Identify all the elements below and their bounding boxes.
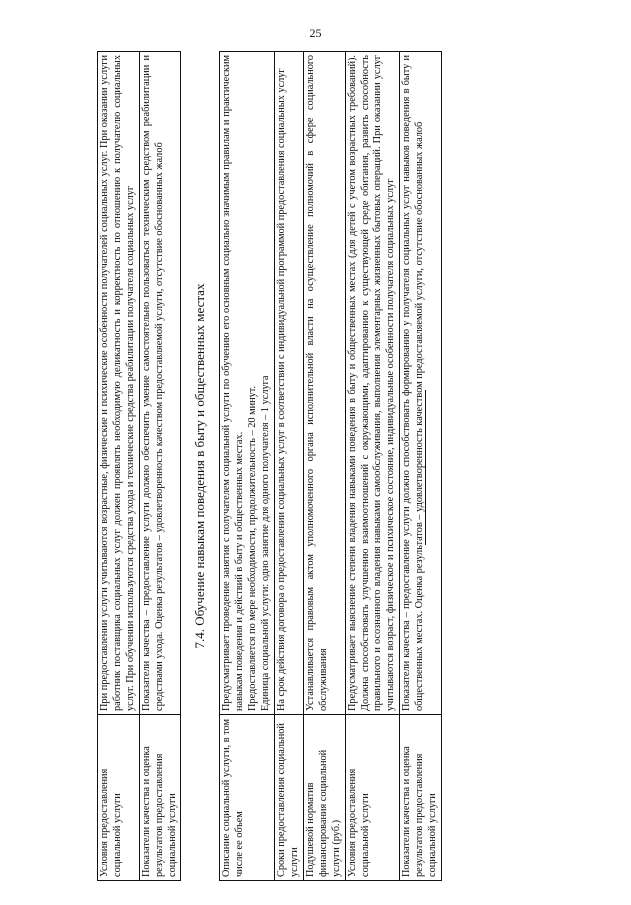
- table-row: [220, 52, 275, 881]
- row-text: [400, 52, 442, 715]
- row-label: Условия предоставления социальной услуги: [345, 715, 400, 881]
- table-row: [98, 52, 140, 881]
- text-line: Предоставляется по мере необходимости, продолжительность – 20 минут.: [247, 385, 259, 711]
- row-label: Сроки предоставления социальной услуги: [275, 715, 304, 881]
- row-text: [275, 52, 304, 715]
- landscape-block: [97, 51, 552, 881]
- top-table: [97, 51, 181, 881]
- text-line: Показатели качества – предоставление услуги должно способствовать формированию у получателя социальных услуг навыков поведения в быту и общественных местах. Оценка результатов – удовлетворенность качеством предоставляемой услуги, отсутствие обоснованных жалоб: [401, 55, 426, 711]
- text-line: Устанавливается правовым актом уполномоченного органа исполнительной власти на осуществление полномочий в сфере социального обслуживания: [304, 55, 329, 711]
- rotated-content: [97, 51, 552, 881]
- table-row: [345, 52, 400, 881]
- row-label: Показатели качества и оценка результатов предоставления социальной услуги: [400, 715, 442, 881]
- section-title: 7.4. Обучение навыкам поведения в быту и общественных местах: [192, 283, 208, 649]
- row-label: Подушевой норматив финансирования социальной услуги (руб.): [303, 715, 345, 881]
- row-text: Показатели качества – предоставление услуги должно обеспечить умение самостоятельно пользоваться техническим средством реабилитации и средствами ухода. Оценка результатов – удовлетворенность качеством предоставляемой услуги, отсутствие обоснованных жалоб: [139, 52, 181, 715]
- text-line: Предусматривает проведение занятия с получателем социальной услуги по обучению его основным социально значимым правилам и практическим навыкам поведения и действий в быту и общественных местах.: [221, 55, 246, 711]
- row-text: [220, 52, 275, 715]
- text-line: На срок действия договора о предоставлении социальных услуг в соответствии с индивидуальной программой предоставления социальных услуг: [276, 68, 288, 711]
- row-text: [345, 52, 400, 715]
- table-row: [400, 52, 442, 881]
- table-row: [303, 52, 345, 881]
- margin-rule: [425, 390, 426, 545]
- table-row: [275, 52, 304, 881]
- row-label: Описание социальной услуги, в том числе ее объем: [220, 715, 275, 881]
- page-number: 25: [309, 26, 322, 40]
- text-line: Единица социальной услуги: одно занятие для одного получателя – 1 услуга: [260, 375, 272, 711]
- bottom-table: [219, 51, 442, 881]
- row-label: Условия предоставления социальной услуги: [98, 715, 140, 881]
- row-label: Показатели качества и оценка результатов предоставления социальной услуги: [139, 715, 181, 881]
- table-row: [139, 52, 181, 881]
- row-text: [303, 52, 345, 715]
- text-line: Предусматривает выяснение степени владения навыками поведения в быту и общественных местах (для детей с учетом возрастных требований). Должна способствовать улучшению взаимоотношений с окружающими, адаптированию к существующей среде обитания, развить способность правильного и осознанного владения навыками самообслуживания, выполнения элементарных жизненных бытовых операций. При оказании услуг учитываются возраст, физическое и психическое состояние, индивидуальные особенности получателя социальных услуг: [346, 55, 397, 711]
- row-text: При предоставлении услуги учитываются возрастные, физические и психические особенности получателей социальных услуг. При оказании услуги работник поставщика социальных услуг должен проявлять необходимую деликатность и корректность по отношению к получателю социальных услуг. При обучении используются средства ухода и технические средства реабилитации получателя социальных услуг: [98, 52, 140, 715]
